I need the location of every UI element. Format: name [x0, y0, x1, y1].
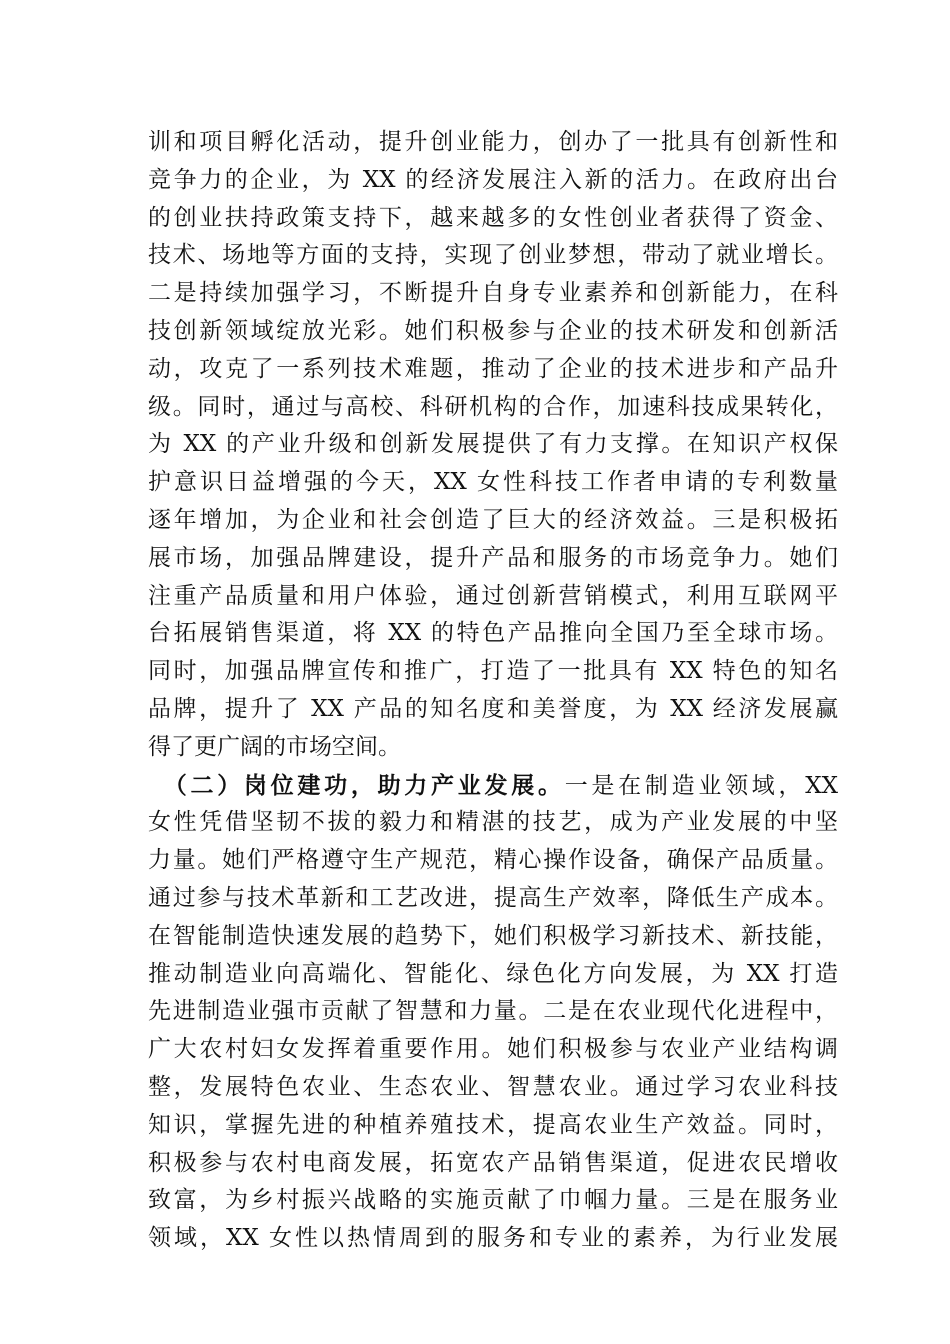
- text-line: 领域，XX 女性以热情周到的服务和专业的素养，为行业发展: [148, 1225, 838, 1252]
- text-line: 训和项目孵化活动，提升创业能力，创办了一批具有创新性和: [148, 129, 838, 155]
- section-heading: （二）岗位建功，助力产业发展。: [160, 771, 565, 799]
- text-line: 知识，掌握先进的种植养殖技术，提高农业生产效益。同时，: [148, 1111, 838, 1138]
- text-line: 二是持续加强学习，不断提升自身专业素养和创新能力，在科: [148, 280, 838, 307]
- text-line: 竞争力的企业，为 XX 的经济发展注入新的活力。在政府出台: [148, 166, 838, 193]
- text-line: 技创新领域绽放光彩。她们积极参与企业的技术研发和创新活: [148, 317, 838, 344]
- text-line: 在智能制造快速发展的趋势下，她们积极学习新技术、新技能，: [148, 922, 838, 949]
- text-line: 广大农村妇女发挥着重要作用。她们积极参与农业产业结构调: [148, 1036, 838, 1063]
- text-line: 先进制造业强市贡献了智慧和力量。二是在农业现代化进程中，: [148, 998, 838, 1025]
- text-line: 通过参与技术革新和工艺改进，提高生产效率，降低生产成本。: [148, 884, 838, 911]
- body-text: [148, 124, 838, 1258]
- text-line: 的创业扶持政策支持下，越来越多的女性创业者获得了资金、: [148, 204, 838, 231]
- text-line: 力量。她们严格遵守生产规范，精心操作设备，确保产品质量。: [148, 847, 838, 874]
- text-line: 同时，加强品牌宣传和推广，打造了一批具有 XX 特色的知名: [148, 658, 838, 685]
- text-line: 注重产品质量和用户体验，通过创新营销模式，利用互联网平: [148, 582, 838, 609]
- text-line: 女性凭借坚韧不拔的毅力和精湛的技艺，成为产业发展的中坚: [148, 809, 838, 836]
- paragraph-last-line: 得了更广阔的市场空间。: [148, 733, 401, 760]
- text-line: 积极参与农村电商发展，拓宽农产品销售渠道，促进农民增收: [148, 1149, 838, 1176]
- text-line: 致富，为乡村振兴战略的实施贡献了巾帼力量。三是在服务业: [148, 1187, 838, 1214]
- text-line: 推动制造业向高端化、智能化、绿色化方向发展，为 XX 打造: [148, 960, 838, 987]
- section-first-line-text: 一是在制造业领域，XX: [564, 772, 838, 799]
- text-line: 护意识日益增强的今天，XX 女性科技工作者申请的专利数量: [148, 469, 838, 496]
- text-line: 级。同时，通过与高校、科研机构的合作，加速科技成果转化，: [148, 393, 838, 420]
- section-first-line: [148, 767, 838, 805]
- text-line: 技术、场地等方面的支持，实现了创业梦想，带动了就业增长。: [148, 242, 838, 269]
- text-line: 台拓展销售渠道，将 XX 的特色产品推向全国乃至全球市场。: [148, 620, 838, 647]
- text-line: 为 XX 的产业升级和创新发展提供了有力支撑。在知识产权保: [148, 431, 838, 458]
- text-line: 逐年增加，为企业和社会创造了巨大的经济效益。三是积极拓: [148, 506, 838, 533]
- text-line: 整，发展特色农业、生态农业、智慧农业。通过学习农业科技: [148, 1073, 838, 1100]
- text-line: 动，攻克了一系列技术难题，推动了企业的技术进步和产品升: [148, 355, 838, 382]
- text-line: 品牌，提升了 XX 产品的知名度和美誉度，为 XX 经济发展赢: [148, 695, 838, 722]
- text-line: 展市场，加强品牌建设，提升产品和服务的市场竞争力。她们: [148, 544, 838, 571]
